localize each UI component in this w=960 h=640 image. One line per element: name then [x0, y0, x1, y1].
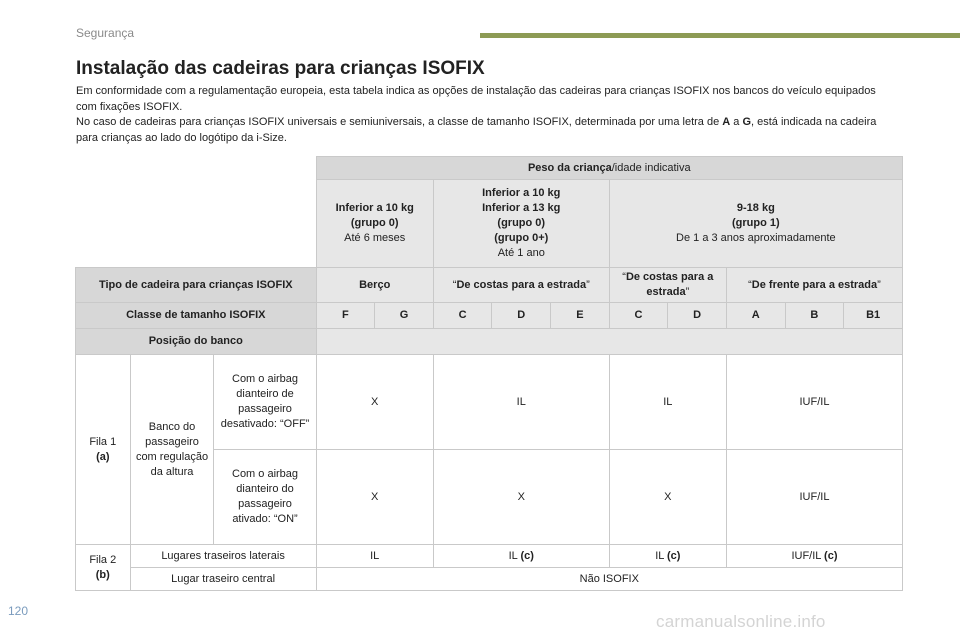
value-cell: IUF/IL: [726, 355, 902, 450]
airbag-off-label: Com o airbag dianteiro de passageiro desativado: “OFF”: [214, 355, 316, 450]
blank-cell: [76, 157, 317, 180]
value-cell: X: [433, 450, 609, 545]
value-cell: X: [316, 450, 433, 545]
seat-type-rearward-1: “De costas para a estrada”: [433, 268, 609, 303]
seat-type-forward: “De frente para a estrada”: [726, 268, 902, 303]
blank-cell: [76, 180, 317, 268]
group-0plus-header: Inferior a 10 kg Inferior a 13 kg (grupo 0) (grupo 0+) Até 1 ano: [433, 180, 609, 268]
seat-type-label: Tipo de cadeira para crianças ISOFIX: [76, 268, 317, 303]
value-cell: IUF/IL: [726, 450, 902, 545]
seat-position-filler: [316, 329, 902, 355]
watermark: carmanualsonline.info: [656, 612, 826, 631]
value-cell: IL: [609, 355, 726, 450]
weight-header: Peso da criança/idade indicativa: [316, 157, 902, 180]
value-cell: IL (c): [433, 545, 609, 568]
seat-type-cradle: Berço: [316, 268, 433, 303]
page-number: 120: [8, 604, 29, 618]
value-cell: X: [316, 355, 433, 450]
value-cell: IL: [316, 545, 433, 568]
value-cell: IUF/IL (c): [726, 545, 902, 568]
intro-paragraph-2: No caso de cadeiras para crianças ISOFIX universais e semiuniversais, a classe de tamanho ISOFIX, determinada por uma letra de A a G, está indicada na cadeira para crianças ao lado do logótipo da i-Size.: [76, 116, 877, 144]
size-class-cell: E: [551, 303, 610, 329]
rear-central-value: Não ISOFIX: [316, 568, 902, 591]
page-title: Instalação das cadeiras para crianças ISOFIX: [76, 58, 485, 79]
row-1-label: Fila 1 (a): [76, 355, 131, 545]
rear-lateral-label: Lugares traseiros laterais: [130, 545, 316, 568]
size-class-cell: D: [492, 303, 551, 329]
seat-type-rearward-2: “De costas para a estrada”: [609, 268, 726, 303]
value-cell: IL: [433, 355, 609, 450]
seat-position-label: Posição do banco: [76, 329, 317, 355]
value-cell: IL (c): [609, 545, 726, 568]
group-1-header: 9-18 kg (grupo 1) De 1 a 3 anos aproximadamente: [609, 180, 902, 268]
row-1-seat: Banco do passageiro com regulação da altura: [130, 355, 214, 545]
section-label: Segurança: [76, 26, 135, 40]
size-class-cell: A: [726, 303, 785, 329]
size-class-cell: C: [433, 303, 492, 329]
size-class-cell: B: [785, 303, 844, 329]
rear-central-label: Lugar traseiro central: [130, 568, 316, 591]
value-cell: X: [609, 450, 726, 545]
row-2-label: Fila 2 (b): [76, 545, 131, 591]
size-class-label: Classe de tamanho ISOFIX: [76, 303, 317, 329]
group-0-header: Inferior a 10 kg (grupo 0) Até 6 meses: [316, 180, 433, 268]
size-class-cell: B1: [844, 303, 903, 329]
header-rule: [480, 33, 960, 38]
size-class-cell: F: [316, 303, 375, 329]
intro-text: [76, 84, 896, 146]
intro-paragraph-1: Em conformidade com a regulamentação europeia, esta tabela indica as opções de instalação das cadeiras para crianças ISOFIX nos bancos do veículo equipados com fixações ISOFIX.: [76, 85, 876, 113]
size-class-cell: D: [668, 303, 727, 329]
size-class-cell: C: [609, 303, 668, 329]
size-class-cell: G: [375, 303, 434, 329]
airbag-on-label: Com o airbag dianteiro do passageiro ativado: “ON”: [214, 450, 316, 545]
isofix-table: [75, 156, 903, 591]
